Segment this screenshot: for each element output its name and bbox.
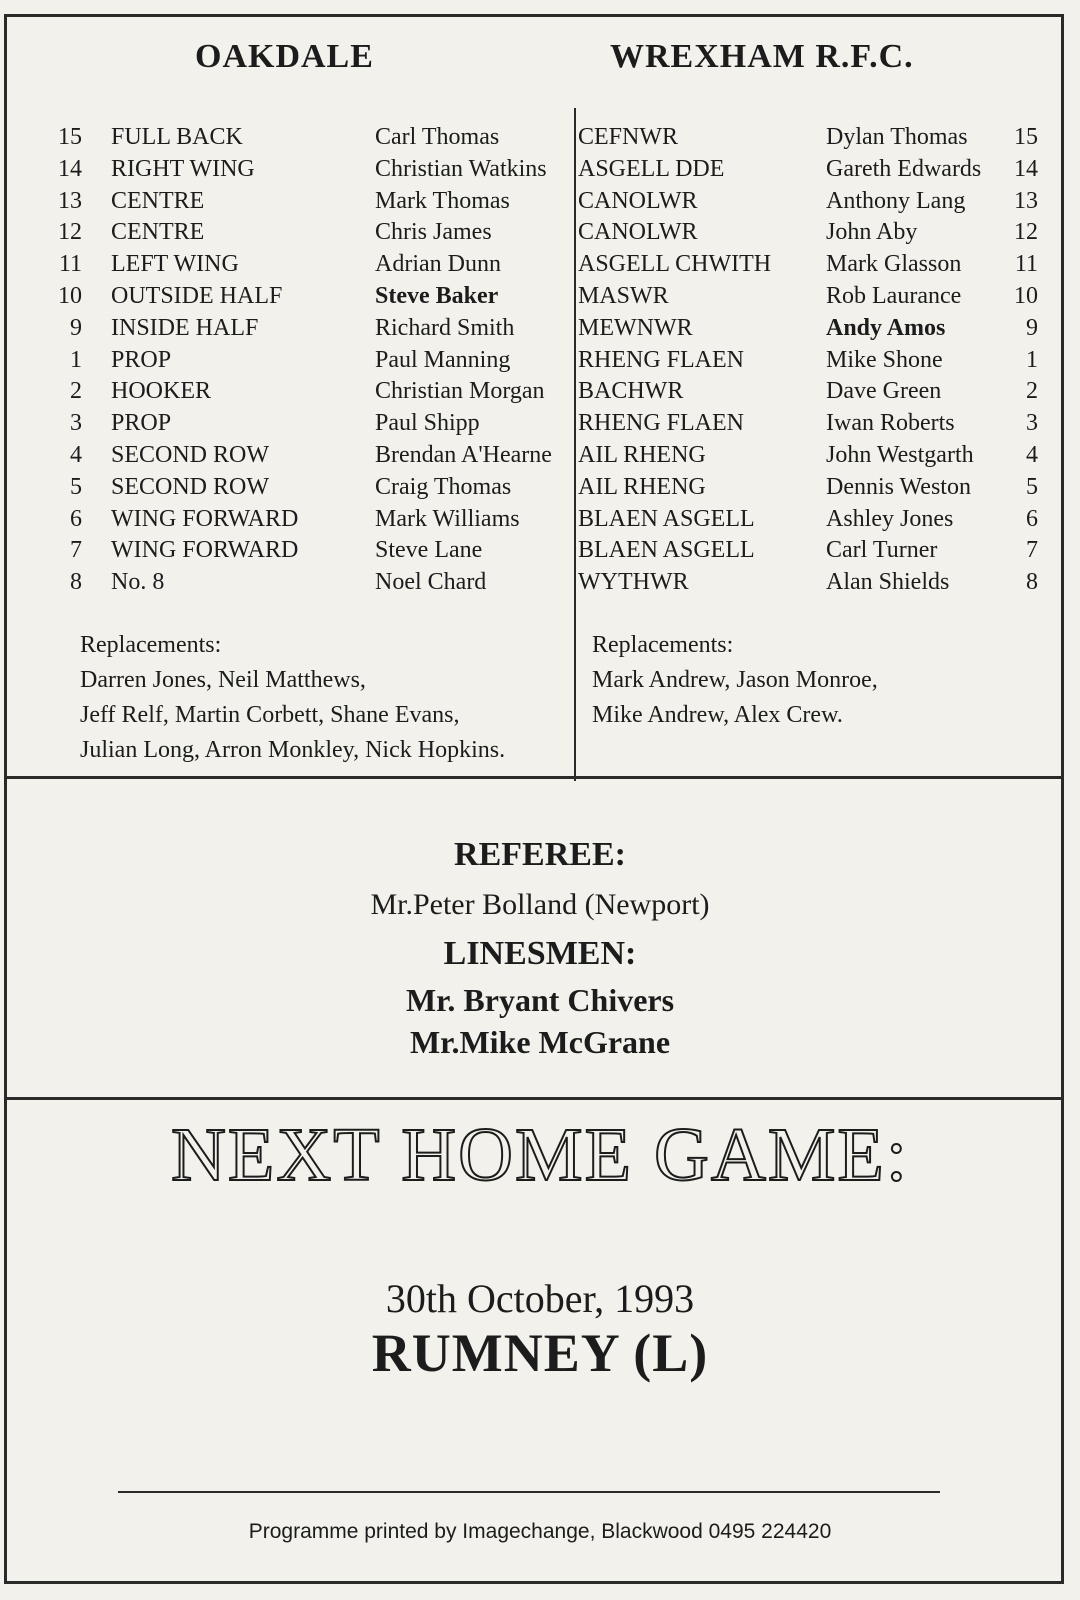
home-lineup-row	[0, 472, 574, 504]
home-lineup-row	[0, 249, 574, 281]
player-name: Steve Baker	[375, 282, 499, 309]
player-name: Brendan A'Hearne	[375, 441, 552, 468]
player-position: SECOND ROW	[111, 473, 270, 500]
player-position: PROP	[111, 410, 172, 437]
linesmen-heading: LINESMEN:	[443, 935, 637, 972]
player-name: Paul Manning	[375, 346, 511, 373]
away-lineup-row	[576, 408, 1046, 440]
jersey-number: 7	[1026, 537, 1038, 564]
away-lineup	[576, 122, 1046, 599]
player-position: BACHWR	[578, 378, 684, 405]
home-replacements	[80, 628, 505, 768]
jersey-number: 14	[58, 155, 82, 182]
player-position: BLAEN ASGELL	[578, 537, 755, 564]
away-lineup-row	[576, 217, 1046, 249]
player-name: Christian Watkins	[375, 155, 547, 182]
player-name: Alan Shields	[826, 569, 950, 596]
player-name: Andy Amos	[826, 314, 946, 341]
home-lineup-row	[0, 567, 574, 599]
next-game-opponent: RUMNEY (L)	[371, 1323, 709, 1383]
section-divider	[4, 1097, 1064, 1100]
player-name: Rob Laurance	[826, 282, 962, 309]
jersey-number: 7	[70, 537, 82, 564]
jersey-number: 5	[70, 473, 82, 500]
jersey-number: 9	[1026, 314, 1038, 341]
away-lineup-row	[576, 376, 1046, 408]
player-name: Craig Thomas	[375, 473, 512, 500]
home-lineup-row	[0, 535, 574, 567]
player-position: CENTRE	[111, 187, 205, 214]
home-lineup	[0, 122, 574, 599]
player-position: WYTHWR	[578, 569, 689, 596]
player-position: CANOLWR	[578, 187, 698, 214]
player-name: Noel Chard	[375, 569, 487, 596]
home-lineup-row	[0, 345, 574, 377]
home-lineup-row	[0, 408, 574, 440]
jersey-number: 6	[70, 505, 82, 532]
jersey-number: 14	[1014, 155, 1038, 182]
player-name: Dennis Weston	[826, 473, 971, 500]
jersey-number: 5	[1026, 473, 1038, 500]
player-position: OUTSIDE HALF	[111, 282, 283, 309]
replacements-heading: Replacements:	[80, 632, 222, 658]
jersey-number: 1	[1026, 346, 1038, 373]
player-position: WING FORWARD	[111, 505, 299, 532]
jersey-number: 2	[70, 378, 82, 405]
home-lineup-row	[0, 313, 574, 345]
referee-name: Mr.Peter Bolland (Newport)	[370, 888, 710, 921]
jersey-number: 1	[70, 346, 82, 373]
away-lineup-row	[576, 281, 1046, 313]
jersey-number: 3	[70, 410, 82, 437]
player-position: MASWR	[578, 282, 669, 309]
home-lineup-row	[0, 217, 574, 249]
linesman-name: Mr.Mike McGrane	[409, 1024, 671, 1060]
player-position: CEFNWR	[578, 124, 679, 150]
player-position: PROP	[111, 346, 172, 373]
jersey-number: 9	[70, 314, 82, 341]
jersey-number: 13	[1014, 187, 1038, 214]
player-name: Anthony Lang	[826, 187, 966, 214]
player-name: Iwan Roberts	[826, 410, 955, 437]
away-lineup-row	[576, 186, 1046, 218]
player-position: No. 8	[111, 569, 165, 596]
player-name: Christian Morgan	[375, 378, 545, 405]
player-name: Mark Williams	[375, 505, 520, 532]
jersey-number: 6	[1026, 505, 1038, 532]
player-position: RHENG FLAEN	[578, 346, 744, 373]
player-name: Ashley Jones	[826, 505, 954, 532]
player-position: RIGHT WING	[111, 155, 255, 182]
player-position: ASGELL DDE	[578, 155, 725, 182]
home-lineup-row	[0, 504, 574, 536]
player-name: Gareth Edwards	[826, 155, 982, 182]
jersey-number: 10	[1014, 282, 1038, 309]
home-lineup-row	[0, 440, 574, 472]
home-lineup-row	[0, 186, 574, 218]
player-position: FULL BACK	[111, 124, 243, 150]
jersey-number: 15	[58, 124, 82, 150]
player-position: WING FORWARD	[111, 537, 299, 564]
jersey-number: 13	[58, 187, 82, 214]
away-lineup-row	[576, 345, 1046, 377]
replacements-line: Mike Andrew, Alex Crew.	[592, 702, 843, 728]
player-name: Mark Thomas	[375, 187, 510, 214]
player-position: AIL RHENG	[578, 441, 706, 468]
replacements-line: Mark Andrew, Jason Monroe,	[592, 667, 878, 693]
away-team-name: WREXHAM R.F.C.	[610, 38, 914, 75]
away-lineup-row	[576, 472, 1046, 504]
away-lineup-row	[576, 440, 1046, 472]
jersey-number: 2	[1026, 378, 1038, 405]
away-lineup-row	[576, 122, 1046, 154]
away-lineup-row	[576, 313, 1046, 345]
away-replacements	[592, 628, 878, 733]
jersey-number: 4	[1026, 441, 1038, 468]
jersey-number: 10	[58, 282, 82, 309]
player-position: BLAEN ASGELL	[578, 505, 755, 532]
player-position: SECOND ROW	[111, 441, 270, 468]
replacements-line: Julian Long, Arron Monkley, Nick Hopkins.	[80, 737, 506, 763]
jersey-number: 12	[1014, 219, 1038, 246]
player-name: Carl Thomas	[375, 124, 500, 150]
away-lineup-row	[576, 154, 1046, 186]
away-lineup-row	[576, 535, 1046, 567]
jersey-number: 11	[1014, 251, 1038, 278]
player-position: MEWNWR	[578, 314, 693, 341]
player-name: Paul Shipp	[375, 410, 480, 437]
jersey-number: 11	[58, 251, 82, 278]
jersey-number: 8	[1026, 569, 1038, 596]
player-position: INSIDE HALF	[111, 314, 259, 341]
player-position: CANOLWR	[578, 219, 698, 246]
jersey-number: 12	[58, 219, 82, 246]
printer-credit: Programme printed by Imagechange, Blackwood 0495 224420	[248, 1520, 832, 1543]
player-position: CENTRE	[111, 219, 205, 246]
referee-heading: REFEREE:	[454, 836, 626, 873]
next-game-date: 30th October, 1993	[385, 1276, 695, 1321]
section-divider	[4, 776, 1064, 779]
home-lineup-row	[0, 376, 574, 408]
home-lineup-row	[0, 122, 574, 154]
jersey-number: 8	[70, 569, 82, 596]
player-position: HOOKER	[111, 378, 211, 405]
player-name: Mike Shone	[826, 346, 943, 373]
jersey-number: 3	[1026, 410, 1038, 437]
player-position: ASGELL CHWITH	[578, 251, 772, 278]
player-name: Steve Lane	[375, 537, 483, 564]
jersey-number: 4	[70, 441, 82, 468]
replacements-heading: Replacements:	[592, 632, 734, 658]
replacements-line: Jeff Relf, Martin Corbett, Shane Evans,	[80, 702, 460, 728]
player-name: John Aby	[826, 219, 918, 246]
replacements-line: Darren Jones, Neil Matthews,	[80, 667, 366, 693]
linesman-name: Mr. Bryant Chivers	[405, 982, 675, 1018]
player-name: Chris James	[375, 219, 492, 246]
jersey-number: 15	[1014, 124, 1038, 150]
player-name: John Westgarth	[826, 441, 974, 468]
player-position: RHENG FLAEN	[578, 410, 744, 437]
footer-rule	[118, 1491, 940, 1493]
away-lineup-row	[576, 249, 1046, 281]
player-position: LEFT WING	[111, 251, 239, 278]
player-name: Dave Green	[826, 378, 942, 405]
away-lineup-row	[576, 567, 1046, 599]
player-name: Dylan Thomas	[826, 124, 968, 150]
player-name: Adrian Dunn	[375, 251, 501, 278]
home-team-name: OAKDALE	[195, 38, 374, 75]
player-name: Carl Turner	[826, 537, 938, 564]
player-name: Richard Smith	[375, 314, 515, 341]
player-position: AIL RHENG	[578, 473, 706, 500]
next-home-game-title: NEXT HOME GAME:	[171, 1113, 909, 1197]
player-name: Mark Glasson	[826, 251, 962, 278]
home-lineup-row	[0, 154, 574, 186]
away-lineup-row	[576, 504, 1046, 536]
home-lineup-row	[0, 281, 574, 313]
